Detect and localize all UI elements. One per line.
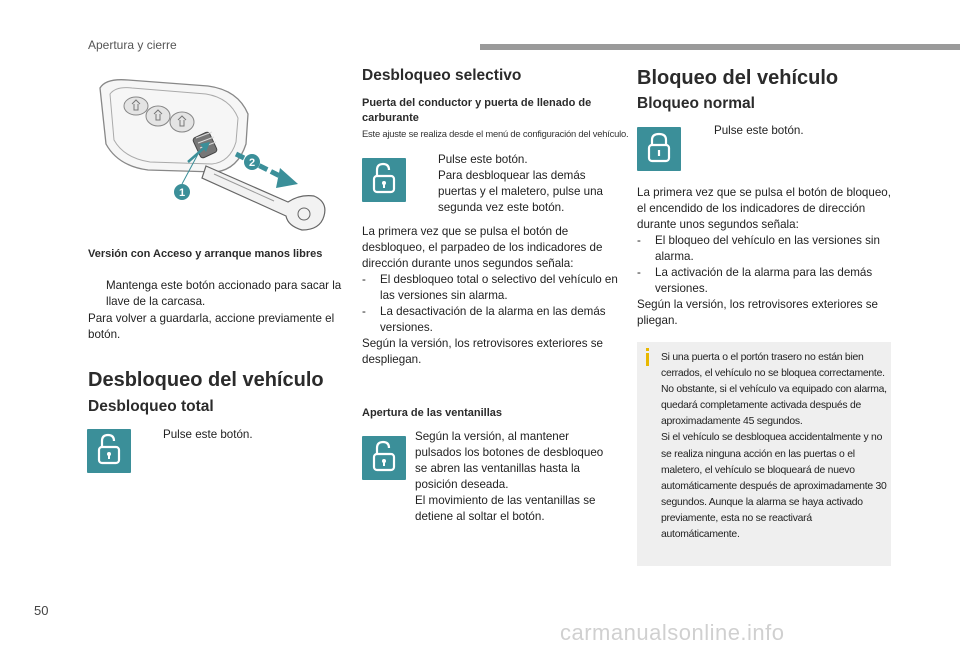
normal-lock-heading: Bloqueo normal bbox=[637, 95, 755, 112]
padlock-open-icon bbox=[87, 429, 131, 473]
lock-dash-2: - La activación de la alarma para las demás versiones. bbox=[637, 266, 873, 295]
selective-subheading: Puerta del conductor y puerta de llenado de carburante bbox=[362, 97, 592, 124]
info-icon bbox=[646, 353, 649, 366]
watermark: carmanualsonline.info bbox=[560, 620, 785, 645]
key-version-title: Versión con Acceso y arranque manos libres bbox=[88, 248, 323, 260]
windows-heading: Apertura de las ventanillas bbox=[362, 407, 502, 419]
windows-text bbox=[415, 429, 615, 525]
selective-unlock-heading: Desbloqueo selectivo bbox=[362, 67, 522, 84]
selective-bullet-1: Pulse este botón. bbox=[438, 153, 528, 166]
key-version-bullet: Mantenga este botón accionado para sacar la llave de la carcasa. bbox=[106, 279, 342, 308]
selective-dash-2: - La desactivación de la alarma en las demás versiones. bbox=[362, 305, 606, 334]
callout-2-label: 2 bbox=[248, 157, 256, 169]
lock-bullet: Pulse este botón. bbox=[714, 124, 804, 137]
windows-text-2: El movimiento de las ventanillas se detiene al soltar el botón. bbox=[415, 494, 596, 523]
windows-text-1: Según la versión, al mantener pulsados los botones de desbloqueo se abren las ventanillas hasta la posición deseada. bbox=[415, 430, 604, 491]
lock-body bbox=[637, 185, 893, 329]
info-box bbox=[637, 342, 891, 566]
selective-unlock-tile bbox=[362, 158, 406, 202]
header-bar bbox=[480, 44, 960, 50]
unlock-vehicle-heading: Desbloqueo del vehículo bbox=[88, 369, 324, 391]
selective-bullets bbox=[420, 152, 616, 216]
page-number: 50 bbox=[34, 603, 49, 618]
info-text-2: Si el vehículo se desbloquea accidentalmente y no se realiza ninguna acción en las puertas o el maletero, el vehículo se bloqueará de nuevo automáticamente después de aproximadamente 30 segundos. Aunque la alarma se haya activado previamente, esta no se reactivará automáticamente. bbox=[661, 432, 887, 541]
selective-dash-1: - El desbloqueo total o selectivo del vehículo en las versiones sin alarma. bbox=[362, 273, 618, 302]
padlock-open-icon bbox=[362, 436, 406, 480]
unlock-button-tile bbox=[87, 429, 131, 473]
key-version-paragraph: Para volver a guardarla, accione previamente el botón. bbox=[88, 312, 335, 341]
selective-end: Según la versión, los retrovisores exteriores se despliegan. bbox=[362, 337, 604, 366]
lock-intro: La primera vez que se pulsa el botón de bloqueo, el encendido de los indicadores de dirección durante unos segundos señala: bbox=[637, 186, 891, 231]
info-icon-dot bbox=[646, 348, 649, 351]
padlock-closed-icon bbox=[637, 127, 681, 171]
windows-tile bbox=[362, 436, 406, 480]
lock-end: Según la versión, los retrovisores exteriores se pliegan. bbox=[637, 298, 879, 327]
info-text bbox=[661, 350, 887, 543]
callout-1-label: 1 bbox=[178, 187, 186, 199]
selective-bullet-2: Para desbloquear las demás puertas y el maletero, pulse una segunda vez este botón. bbox=[438, 169, 603, 214]
selective-intro: La primera vez que se pulsa el botón de desbloqueo, el parpadeo de los indicadores de dirección durante unos segundos señala: bbox=[362, 225, 603, 270]
lock-dash-1: - El bloqueo del vehículo en las versiones sin alarma. bbox=[637, 234, 880, 263]
selective-body bbox=[362, 224, 620, 368]
lock-vehicle-heading: Bloqueo del vehículo bbox=[637, 67, 839, 89]
selective-note: Este ajuste se realiza desde el menú de configuración del vehículo. bbox=[362, 128, 629, 139]
key-illustration bbox=[88, 74, 338, 244]
lock-button-tile bbox=[637, 127, 681, 171]
info-text-1: Si una puerta o el portón trasero no están bien cerrados, el vehículo no se bloquea correctamente. No obstante, si el vehículo va equipado con alarma, quedará completamente activada después de aproximadamente 45 segundos. bbox=[661, 352, 887, 428]
full-unlock-heading: Desbloqueo total bbox=[88, 398, 214, 415]
section-title: Apertura y cierre bbox=[88, 38, 177, 52]
full-unlock-bullet: Pulse este botón. bbox=[163, 428, 253, 441]
padlock-open-icon bbox=[362, 158, 406, 202]
